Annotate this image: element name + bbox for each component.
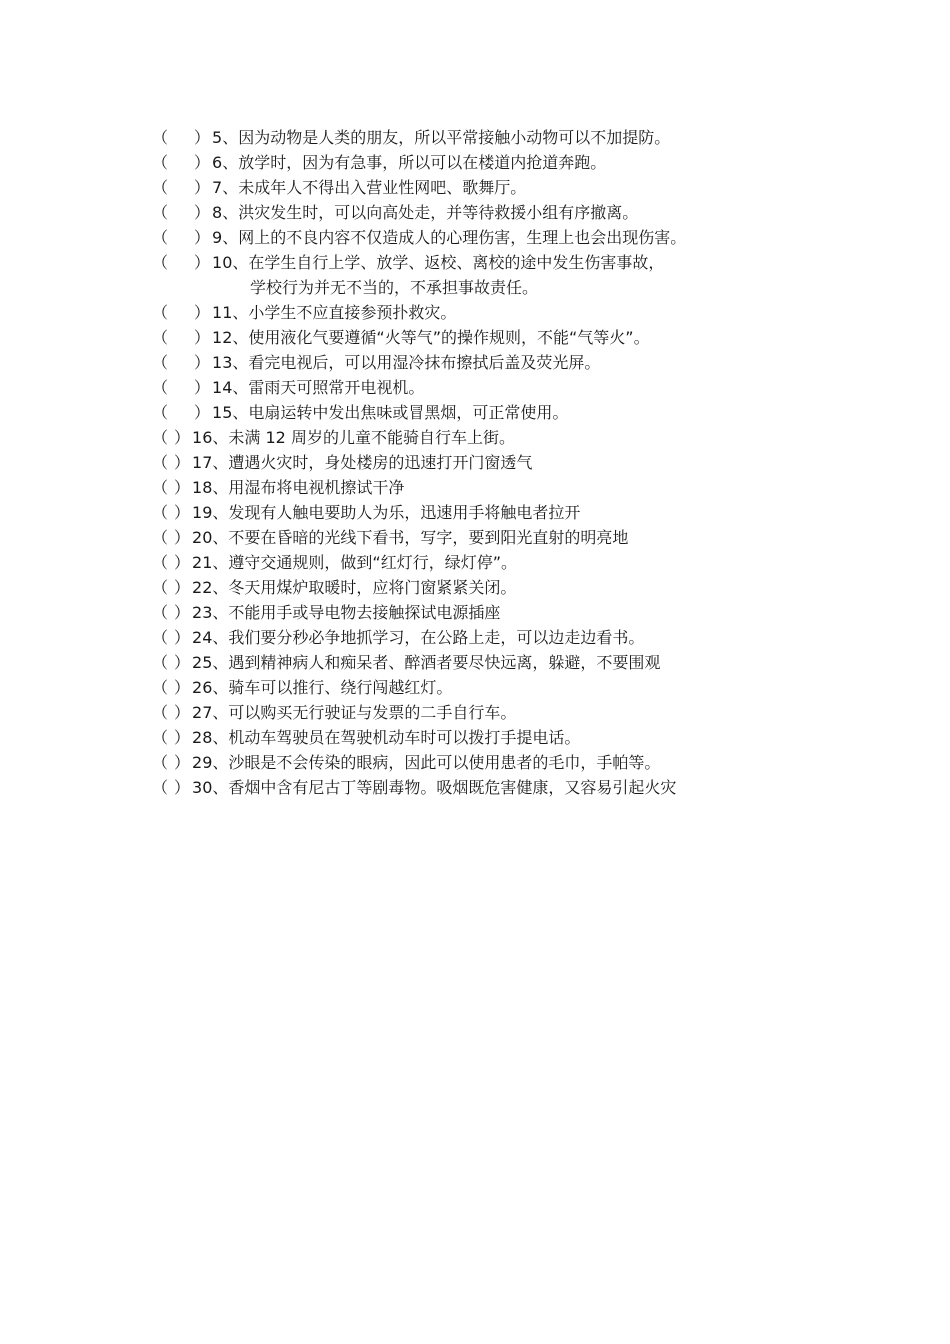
question-text: 小学生不应直接参预扑救灾。 [248,303,457,322]
open-parenthesis: （ [152,153,169,172]
answer-blank[interactable] [152,225,210,250]
close-parenthesis: ） [194,153,211,172]
question-number: 15、 [212,403,249,422]
answer-blank[interactable] [152,125,210,150]
question-number: 23、 [192,603,229,622]
question-number: 18、 [192,478,229,497]
open-parenthesis: （ [152,303,169,322]
answer-blank[interactable] [152,375,210,400]
close-parenthesis: ） [174,503,191,522]
close-parenthesis: ） [174,778,191,797]
answer-blank[interactable] [152,475,190,500]
question-text: 因为动物是人类的朋友，所以平常接触小动物可以不加提防。 [238,128,671,147]
open-parenthesis: （ [152,478,169,497]
close-parenthesis: ） [174,428,191,447]
close-parenthesis: ） [174,753,191,772]
question-text: 电扇运转中发出焦味或冒黑烟，可正常使用。 [248,403,569,422]
answer-blank[interactable] [152,350,210,375]
answer-blank[interactable] [152,650,190,675]
question-text: 香烟中含有尼古丁等剧毒物。吸烟既危害健康，又容易引起火灾 [228,778,677,797]
answer-blank[interactable] [152,725,190,750]
close-parenthesis: ） [174,603,191,622]
answer-blank[interactable] [152,600,190,625]
question-number: 8、 [212,203,239,222]
question-text: 洪灾发生时，可以向高处走，并等待救援小组有序撤离。 [238,203,639,222]
question-text: 雷雨天可照常开电视机。 [248,378,425,397]
question-number: 26、 [192,678,229,697]
question-number: 27、 [192,703,229,722]
close-parenthesis: ） [194,403,211,422]
question-number: 29、 [192,753,229,772]
close-parenthesis: ） [194,353,211,372]
question-text: 冬天用煤炉取暖时，应将门窗紧紧关闭。 [228,578,517,597]
question-text: 看完电视后，可以用湿冷抹布擦拭后盖及荧光屏。 [248,353,601,372]
open-parenthesis: （ [152,578,169,597]
close-parenthesis: ） [174,528,191,547]
question-text: 骑车可以推行、绕行闯越红灯。 [228,678,453,697]
answer-blank[interactable] [152,325,210,350]
open-parenthesis: （ [152,178,169,197]
close-parenthesis: ） [174,678,191,697]
close-parenthesis: ） [174,578,191,597]
question-number: 12、 [212,328,249,347]
open-parenthesis: （ [152,778,169,797]
question-item [152,675,792,700]
answer-blank[interactable] [152,550,190,575]
question-text: 沙眼是不会传染的眼病，因此可以使用患者的毛巾，手帕等。 [228,753,661,772]
question-item [152,300,792,325]
open-parenthesis: （ [152,728,169,747]
open-parenthesis: （ [152,703,169,722]
answer-blank[interactable] [152,625,190,650]
close-parenthesis: ） [174,553,191,572]
question-item [152,350,792,375]
question-item [152,400,792,425]
question-item [152,600,792,625]
question-number: 22、 [192,578,229,597]
answer-blank[interactable] [152,500,190,525]
question-number: 16、 [192,428,229,447]
open-parenthesis: （ [152,603,169,622]
question-item [152,550,792,575]
open-parenthesis: （ [152,378,169,397]
answer-blank[interactable] [152,700,190,725]
question-item [152,125,792,150]
open-parenthesis: （ [152,653,169,672]
close-parenthesis: ） [174,653,191,672]
open-parenthesis: （ [152,403,169,422]
open-parenthesis: （ [152,128,169,147]
answer-blank[interactable] [152,450,190,475]
question-item [152,450,792,475]
question-item [152,500,792,525]
answer-blank[interactable] [152,525,190,550]
question-number: 28、 [192,728,229,747]
open-parenthesis: （ [152,503,169,522]
question-number: 7、 [212,178,239,197]
question-item [152,425,792,450]
question-item [152,525,792,550]
open-parenthesis: （ [152,203,169,222]
question-text: 不要在昏暗的光线下看书，写字，要到阳光直射的明亮地 [228,528,629,547]
answer-blank[interactable] [152,175,210,200]
question-number: 30、 [192,778,229,797]
open-parenthesis: （ [152,328,169,347]
answer-blank[interactable] [152,150,210,175]
answer-blank[interactable] [152,200,210,225]
question-text: 可以购买无行驶证与发票的二手自行车。 [228,703,517,722]
answer-blank[interactable] [152,250,210,275]
question-item [152,725,792,750]
true-false-question-list [152,125,792,800]
question-item [152,650,792,675]
question-item [152,375,792,400]
question-item [152,325,792,350]
question-number: 5、 [212,128,239,147]
open-parenthesis: （ [152,428,169,447]
answer-blank[interactable] [152,575,190,600]
answer-blank[interactable] [152,750,190,775]
close-parenthesis: ） [194,203,211,222]
question-item [152,150,792,175]
question-text: 用湿布将电视机擦试干净 [228,478,405,497]
close-parenthesis: ） [194,328,211,347]
question-item [152,475,792,500]
question-text: 遭遇火灾时，身处楼房的迅速打开门窗透气 [228,453,533,472]
question-text: 遵守交通规则，做到“红灯行，绿灯停”。 [228,553,517,572]
close-parenthesis: ） [174,628,191,647]
close-parenthesis: ） [174,703,191,722]
close-parenthesis: ） [174,728,191,747]
question-number: 10、 [212,253,249,272]
question-item [152,750,792,775]
answer-blank[interactable] [152,425,190,450]
question-text: 未成年人不得出入营业性网吧、歌舞厅。 [238,178,527,197]
question-text: 不能用手或导电物去接触探试电源插座 [228,603,501,622]
question-number: 24、 [192,628,229,647]
question-number: 11、 [212,303,249,322]
answer-blank[interactable] [152,775,190,800]
question-number: 6、 [212,153,239,172]
open-parenthesis: （ [152,228,169,247]
open-parenthesis: （ [152,353,169,372]
question-number: 9、 [212,228,239,247]
question-text: 网上的不良内容不仅造成人的心理伤害，生理上也会出现伤害。 [238,228,687,247]
open-parenthesis: （ [152,553,169,572]
question-item [152,625,792,650]
question-text: 放学时，因为有急事，所以可以在楼道内抢道奔跑。 [238,153,607,172]
open-parenthesis: （ [152,753,169,772]
close-parenthesis: ） [174,453,191,472]
question-item [152,200,792,225]
answer-blank[interactable] [152,675,190,700]
question-number: 21、 [192,553,229,572]
question-text: 我们要分秒必争地抓学习，在公路上走，可以边走边看书。 [228,628,645,647]
question-item [152,175,792,200]
close-parenthesis: ） [194,303,211,322]
open-parenthesis: （ [152,253,169,272]
close-parenthesis: ） [194,228,211,247]
question-text-continuation: 学校行为并无不当的，不承担事故责任。 [250,278,539,297]
question-item [152,575,792,600]
answer-blank[interactable] [152,400,210,425]
open-parenthesis: （ [152,678,169,697]
question-text: 遇到精神病人和痴呆者、醉酒者要尽快远离，躲避，不要围观 [228,653,661,672]
close-parenthesis: ） [194,378,211,397]
answer-blank[interactable] [152,300,210,325]
question-number: 25、 [192,653,229,672]
question-text: 使用液化气要遵循“火等气”的操作规则，不能“气等火”。 [248,328,650,347]
question-text: 未满 12 周岁的儿童不能骑自行车上街。 [228,428,515,447]
question-item [152,775,792,800]
close-parenthesis: ） [194,128,211,147]
open-parenthesis: （ [152,528,169,547]
question-number: 19、 [192,503,229,522]
question-number: 20、 [192,528,229,547]
close-parenthesis: ） [174,478,191,497]
question-text: 机动车驾驶员在驾驶机动车时可以拨打手提电话。 [228,728,581,747]
question-text: 在学生自行上学、放学、返校、离校的途中发生伤害事故， [248,253,665,272]
close-parenthesis: ） [194,253,211,272]
question-item [152,225,792,250]
question-number: 17、 [192,453,229,472]
open-parenthesis: （ [152,453,169,472]
question-number: 14、 [212,378,249,397]
close-parenthesis: ） [194,178,211,197]
question-item [152,700,792,725]
question-item [152,250,792,300]
open-parenthesis: （ [152,628,169,647]
question-text: 发现有人触电要助人为乐，迅速用手将触电者拉开 [228,503,581,522]
question-number: 13、 [212,353,249,372]
